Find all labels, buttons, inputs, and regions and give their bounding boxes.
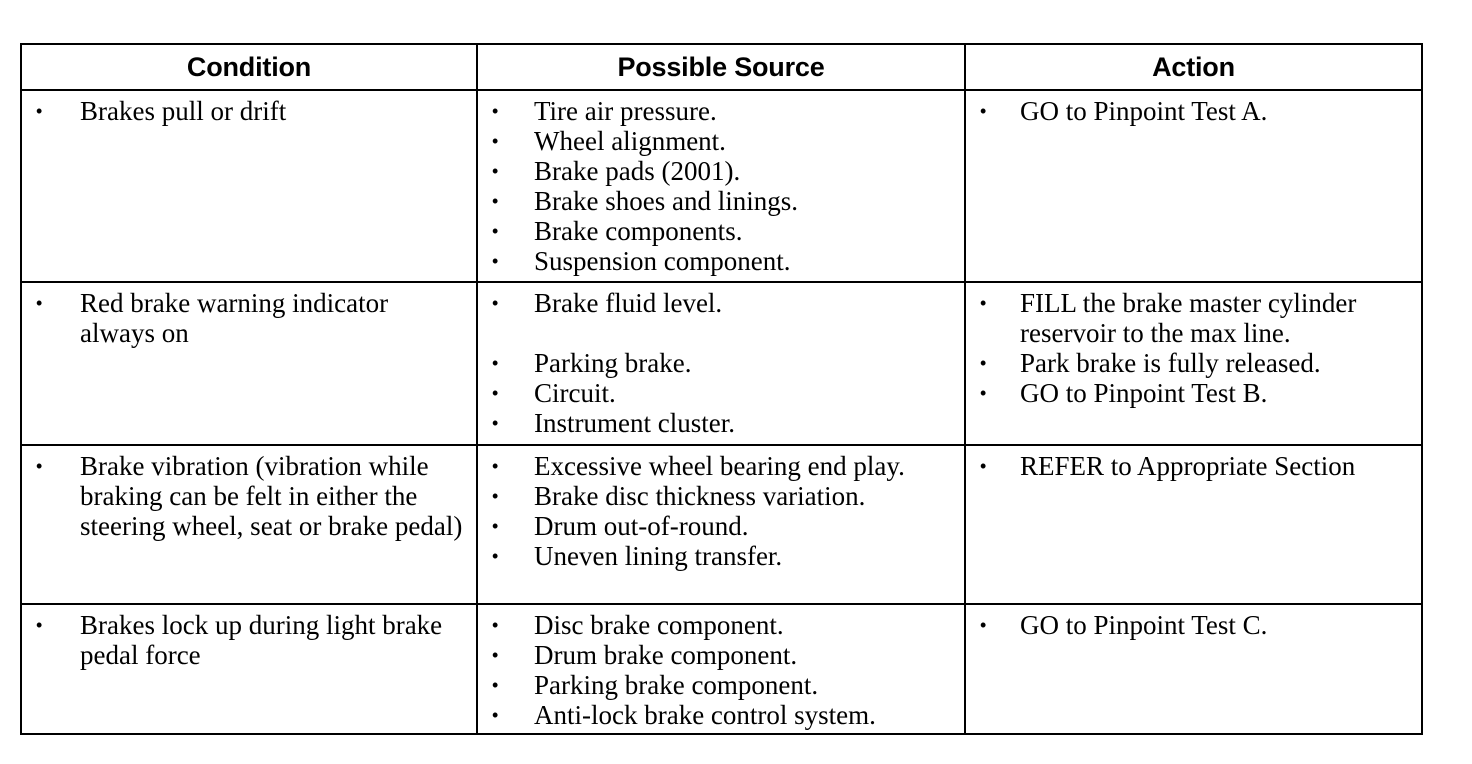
action-cell bbox=[965, 604, 1422, 734]
list-item: • Brake disc thickness variation. bbox=[492, 481, 866, 511]
table-row bbox=[21, 445, 1422, 604]
bullet: • bbox=[492, 131, 499, 151]
list-item: • REFER to Appropriate Section bbox=[980, 451, 1356, 481]
list-item: • Uneven lining transfer. bbox=[492, 541, 783, 571]
list-item: • GO to Pinpoint Test A. bbox=[980, 96, 1268, 126]
list-item: • Drum brake component. bbox=[492, 640, 798, 670]
list-item: • Brakes lock up during light brake pedal force bbox=[36, 610, 443, 670]
list-item: • Brake components. bbox=[492, 216, 743, 246]
list-item: • Excessive wheel bearing end play. bbox=[492, 451, 905, 481]
list-item: • Brakes pull or drift bbox=[36, 96, 287, 126]
list-item: • Red brake warning indicator always on bbox=[36, 288, 389, 348]
bullet: • bbox=[980, 293, 987, 313]
list-item: • Suspension component. bbox=[492, 246, 791, 276]
bullet: • bbox=[492, 546, 499, 566]
condition-cell bbox=[21, 604, 477, 734]
source-cell bbox=[477, 604, 965, 734]
bullet: • bbox=[492, 221, 499, 241]
list-item: • Instrument cluster. bbox=[492, 408, 735, 438]
list-item: • Brake pads (2001). bbox=[492, 156, 741, 186]
list-item: • Circuit. bbox=[492, 378, 616, 408]
bullet: • bbox=[492, 456, 499, 476]
action-cell bbox=[965, 445, 1422, 604]
action-cell bbox=[965, 282, 1422, 445]
list-item: • GO to Pinpoint Test C. bbox=[980, 610, 1268, 640]
bullet: • bbox=[492, 705, 499, 725]
list-item: • Parking brake. bbox=[492, 348, 692, 378]
bullet: • bbox=[492, 675, 499, 695]
list-item: • Parking brake component. bbox=[492, 670, 819, 700]
condition-cell bbox=[21, 445, 477, 604]
bullet: • bbox=[492, 353, 499, 373]
bullet: • bbox=[36, 101, 43, 121]
bullet: • bbox=[492, 615, 499, 635]
bullet: • bbox=[980, 383, 987, 403]
bullet: • bbox=[492, 251, 499, 271]
condition-cell bbox=[21, 282, 477, 445]
diagnosis-table-container bbox=[20, 43, 1421, 735]
header-action: Action bbox=[965, 44, 1422, 90]
header-row bbox=[21, 44, 1422, 90]
bullet: • bbox=[492, 486, 499, 506]
list-item: • Tire air pressure. bbox=[492, 96, 717, 126]
source-cell bbox=[477, 90, 965, 282]
list-item: • Park brake is fully released. bbox=[980, 348, 1321, 378]
bullet: • bbox=[980, 615, 987, 635]
header-possible-source: Possible Source bbox=[477, 44, 965, 90]
action-cell bbox=[965, 90, 1422, 282]
list-item: • Anti-lock brake control system. bbox=[492, 700, 876, 730]
list-item: • Brake vibration (vibration while braking can be felt in either the steering wheel, seat or brake pedal) bbox=[36, 451, 463, 541]
source-cell bbox=[477, 282, 965, 445]
symptom-chart-table bbox=[20, 43, 1423, 735]
bullet: • bbox=[492, 161, 499, 181]
bullet: • bbox=[36, 615, 43, 635]
bullet: • bbox=[36, 456, 43, 476]
source-cell bbox=[477, 445, 965, 604]
list-item: • Disc brake component. bbox=[492, 610, 784, 640]
bullet: • bbox=[492, 383, 499, 403]
list-item: • Drum out-of-round. bbox=[492, 511, 749, 541]
bullet: • bbox=[492, 191, 499, 211]
bullet: • bbox=[492, 293, 499, 313]
list-item: • Brake shoes and linings. bbox=[492, 186, 798, 216]
list-item: • GO to Pinpoint Test B. bbox=[980, 378, 1268, 408]
bullet: • bbox=[980, 101, 987, 121]
bullet: • bbox=[492, 645, 499, 665]
bullet: • bbox=[492, 413, 499, 433]
table-row bbox=[21, 604, 1422, 734]
condition-cell bbox=[21, 90, 477, 282]
list-item: • Wheel alignment. bbox=[492, 126, 726, 156]
list-item: • FILL the brake master cylinder reservoir to the max line. bbox=[980, 288, 1357, 348]
table-row bbox=[21, 90, 1422, 282]
bullet: • bbox=[36, 293, 43, 313]
list-item: • Brake fluid level. bbox=[492, 288, 723, 318]
bullet: • bbox=[492, 516, 499, 536]
header-condition: Condition bbox=[21, 44, 477, 90]
bullet: • bbox=[980, 456, 987, 476]
table-row bbox=[21, 282, 1422, 445]
bullet: • bbox=[980, 353, 987, 373]
bullet: • bbox=[492, 101, 499, 121]
